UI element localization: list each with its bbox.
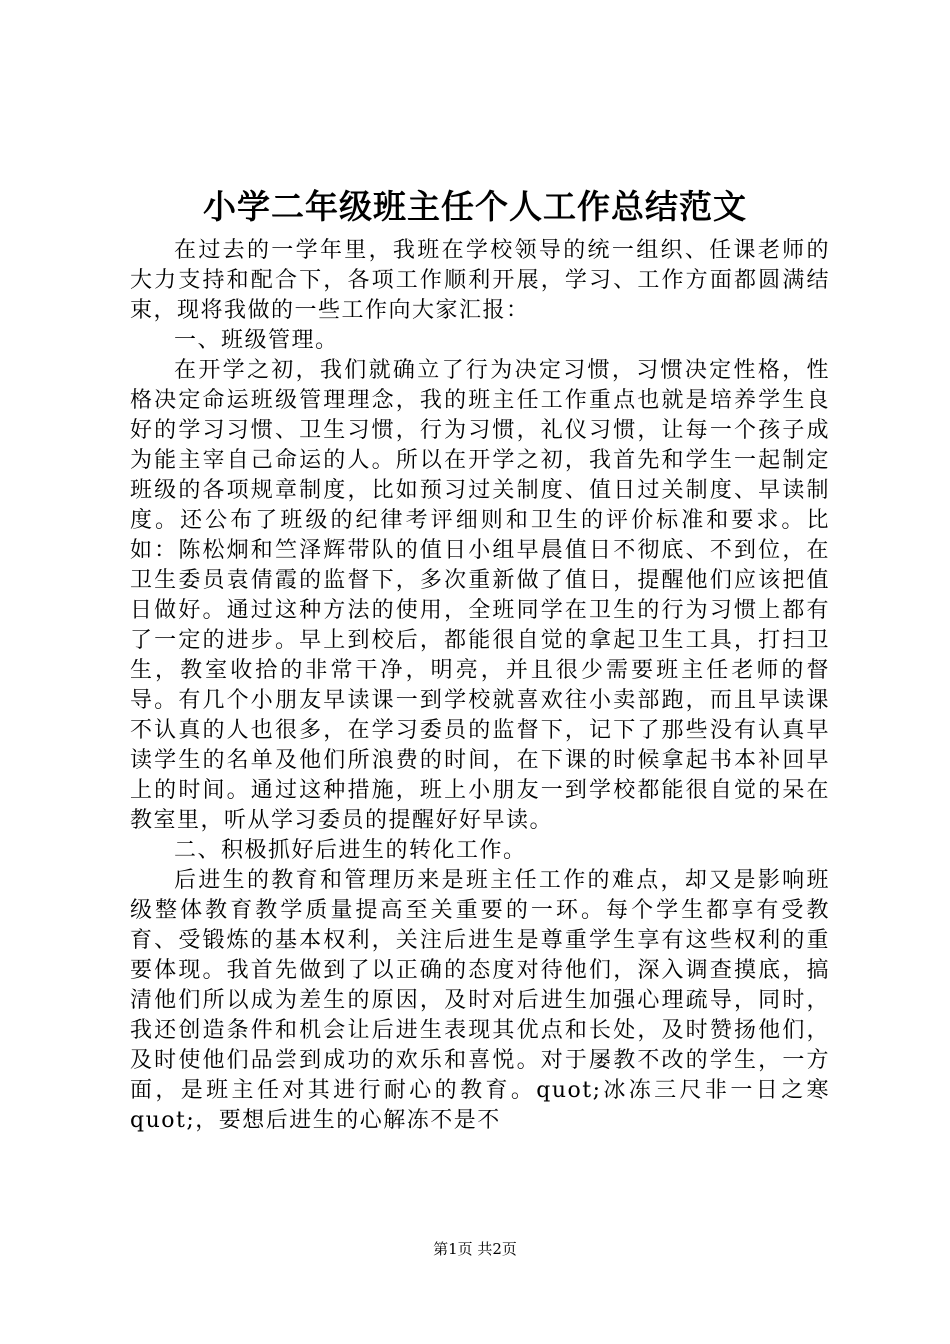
- page-number-footer: 第1页 共2页: [433, 1240, 517, 1258]
- class-management-paragraph: 在开学之初，我们就确立了行为决定习惯，习惯决定性格，性格决定命运班级管理理念，我的班主任工作重点也就是培养学生良好的学习习惯、卫生习惯，行为习惯，礼仪习惯，让每一个孩子成为能主宰自己命运的人。所以在开学之初，我首先和学生一起制定班级的各项规章制度，比如预习过关制度、值日过关制度、早读制度。还公布了班级的纪律考评细则和卫生的评价标准和要求。比如：陈松炯和竺泽辉带队的值日小组早晨值日不彻底、不到位，在卫生委员袁倩霞的监督下，多次重新做了值日，提醒他们应该把值日做好。通过这种方法的使用，全班同学在卫生的行为习惯上都有了一定的进步。早上到校后，都能很自觉的拿起卫生工具，打扫卫生，教室收拾的非常干净，明亮，并且很少需要班主任老师的督导。有几个小朋友早读课一到学校就喜欢往小卖部跑，而且早读课不认真的人也很多，在学习委员的监督下，记下了那些没有认真早读学生的名单及他们所浪费的时间，在下课的时候拿起书本补回早上的时间。通过这种措施，班上小朋友一到学校都能很自觉的呆在教室里，听从学习委员的提醒好好早读。: [130, 358, 830, 833]
- section-heading-class-management: 一、班级管理。: [174, 328, 339, 353]
- document-title: 小学二年级班主任个人工作总结范文: [203, 187, 747, 226]
- document-body: [130, 236, 830, 1136]
- section-heading-underachievers: 二、积极抓好后进生的转化工作。: [174, 838, 527, 863]
- intro-paragraph: 在过去的一学年里，我班在学校领导的统一组织、任课老师的大力支持和配合下，各项工作顺利开展，学习、工作方面都圆满结束，现将我做的一些工作向大家汇报：: [130, 238, 830, 323]
- underachievers-paragraph: 后进生的教育和管理历来是班主任工作的难点，却又是影响班级整体教育教学质量提高至关重要的一环。每个学生都享有受教育、受锻炼的基本权利，关注后进生是尊重学生享有这些权利的重要体现。我首先做到了以正确的态度对待他们，深入调查摸底，搞清他们所以成为差生的原因，及时对后进生加强心理疏导，同时，我还创造条件和机会让后进生表现其优点和长处，及时赞扬他们，及时使他们品尝到成功的欢乐和喜悦。对于屡教不改的学生，一方面，是班主任对其进行耐心的教育。quot;冰冻三尺非一日之寒quot;，要想后进生的心解冻不是不: [130, 868, 830, 1133]
